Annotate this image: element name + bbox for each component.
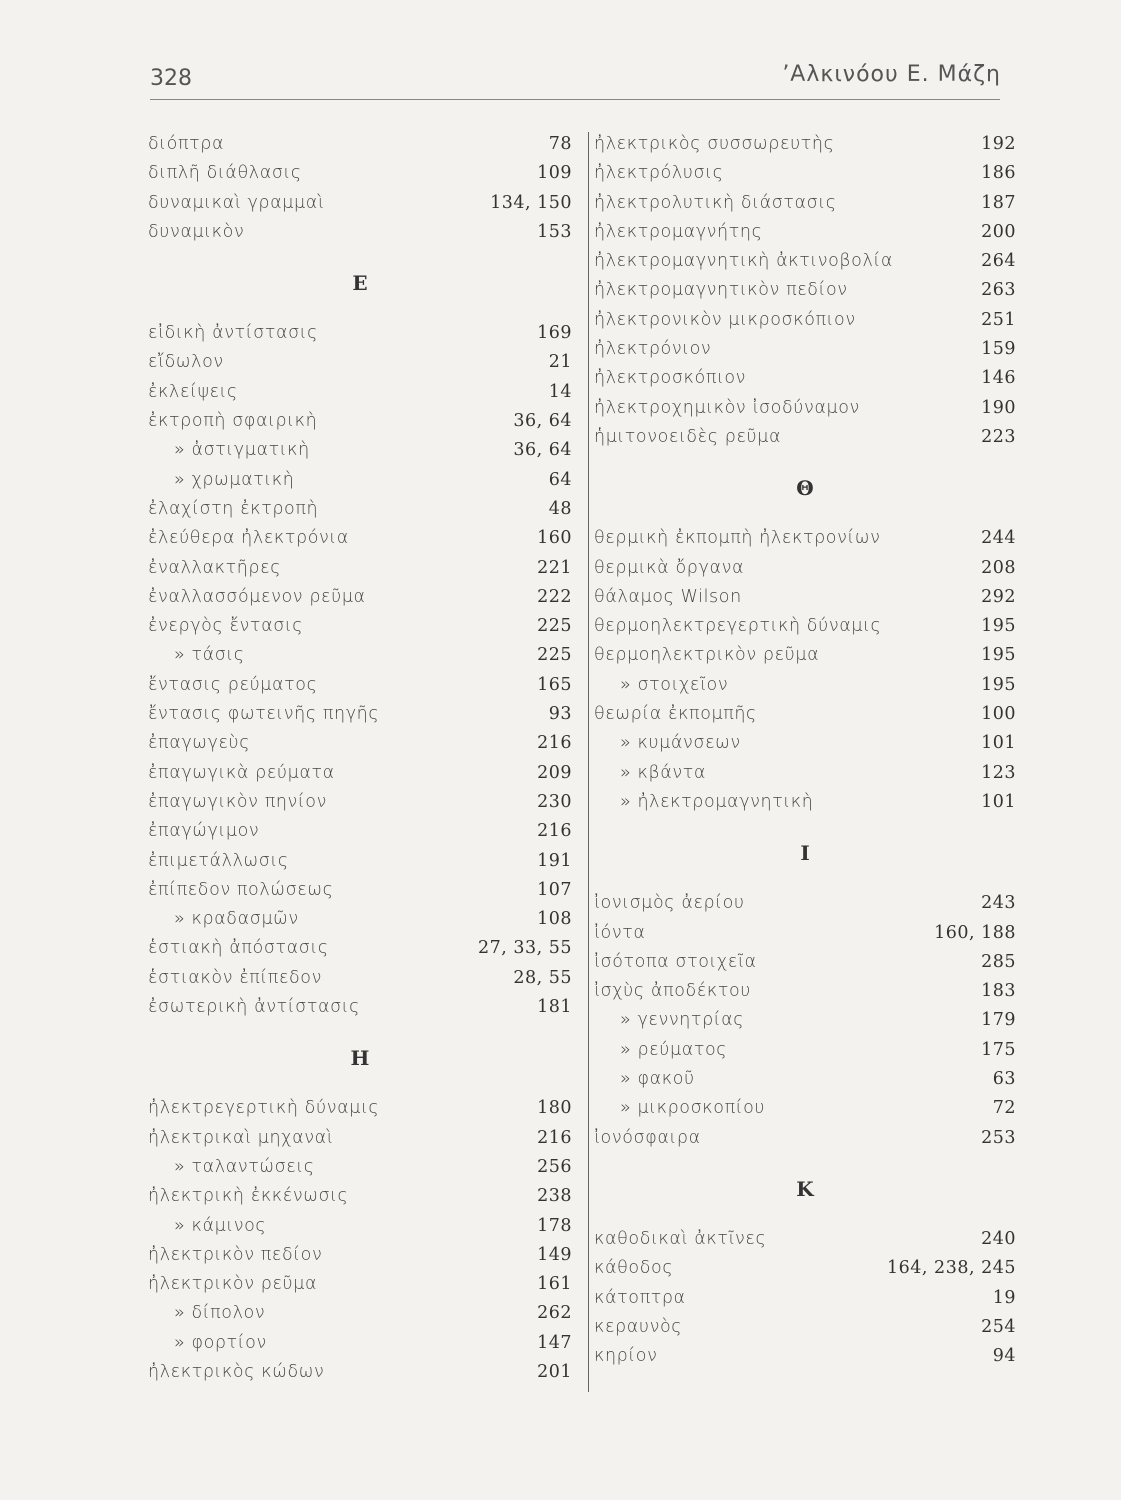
index-entry [148,759,572,788]
index-pages: 180 [537,1098,572,1119]
index-entry [148,1182,572,1211]
index-pages: 64 [548,469,572,490]
index-term: ἰσότοπα στοιχεῖα [594,951,757,972]
header-rule [150,99,1000,100]
index-term: εἰδικὴ ἀντίστασις [148,323,319,344]
index-entry [594,423,1016,452]
index-pages: 153 [537,221,572,242]
index-term: ἡμιτονοειδὲς ρεῦμα [594,426,782,447]
index-column-right [594,130,1016,1371]
index-term: ἐπαγωγικὰ ρεύματα [148,762,335,783]
index-entry [594,218,1016,247]
index-entry [148,612,572,641]
running-head: ’Αλκινόου Ε. Μάζη [782,62,1001,87]
index-pages: 208 [981,557,1016,578]
index-pages: 160 [537,528,572,549]
index-term: » δίπολον [174,1303,266,1324]
index-term: ἐναλλακτῆρες [148,557,282,578]
index-pages: 223 [981,426,1016,447]
column-divider [588,132,589,1392]
index-entry [148,524,572,553]
index-pages: 48 [548,498,572,519]
index-pages: 192 [981,134,1016,154]
index-pages: 107 [537,879,572,900]
index-pages: 251 [981,309,1016,330]
index-term: » ἀστιγματικὴ [174,440,310,461]
index-entry [594,364,1016,393]
index-pages: 254 [981,1316,1016,1337]
index-entry [594,554,1016,583]
index-pages: 160, 188 [934,922,1016,943]
index-pages: 190 [981,397,1016,418]
index-term: ἐκτροπὴ σφαιρικὴ [148,411,318,432]
index-pages: 195 [981,645,1016,666]
index-pages: 200 [981,221,1016,242]
index-term: ἐλαχίστη ἐκτροπὴ [148,498,319,519]
index-pages: 147 [537,1332,572,1353]
index-term: ἠλεκτρικὸς συσσωρευτὴς [594,134,835,154]
index-term: ἐναλλασσόμενον ρεῦμα [148,586,366,607]
index-pages: 108 [537,909,572,930]
index-entry [594,1313,1016,1342]
index-entry [594,1225,1016,1254]
index-pages: 165 [537,674,572,695]
index-term: ἐπαγώγιμον [148,821,260,842]
index-pages: 216 [537,1127,572,1148]
index-pages: 187 [981,192,1016,213]
index-entry [594,394,1016,423]
index-entry [148,130,572,159]
index-term: ἐπαγωγικὸν πηνίον [148,791,327,812]
index-entry [594,247,1016,276]
index-pages: 14 [548,381,572,402]
index-entry [594,759,1016,788]
index-pages: 101 [981,733,1016,754]
index-entry [594,1094,1016,1123]
index-pages: 72 [992,1098,1016,1119]
index-entry [148,319,572,348]
index-pages: 100 [981,704,1016,725]
index-entry [148,466,572,495]
index-term: θερμικὰ ὄργανα [594,557,745,578]
index-term: κηρίον [594,1346,658,1367]
index-pages: 164, 238, 245 [887,1258,1016,1279]
index-term: » κβάντα [620,762,707,783]
index-term: ἠλεκτροσκόπιον [594,368,747,389]
index-term: ἰόντα [594,922,646,943]
index-entry [148,407,572,436]
index-pages: 263 [981,280,1016,301]
index-term: » κραδασμῶν [174,909,299,930]
index-term: διπλῆ διάθλασις [148,163,302,184]
index-term: ἰονόσφαιρα [594,1127,701,1148]
index-term: » φακοῦ [620,1069,695,1090]
index-term: » στοιχεῖον [620,674,729,695]
index-entry [594,1254,1016,1283]
index-term: ἠλεκτρικὸν πεδίον [148,1244,323,1265]
index-term: ἰονισμὸς ἀερίου [594,893,745,914]
index-term: ἠλεκτροχημικὸν ἰσοδύναμον [594,397,860,418]
index-term: » φορτίον [174,1332,267,1353]
index-term: κεραυνὸς [594,1316,683,1337]
index-pages: 19 [992,1287,1016,1308]
index-pages: 109 [537,163,572,184]
index-pages: 221 [537,557,572,578]
index-term: ἠλεκτρικὸς κώδων [148,1361,325,1382]
index-entry [594,612,1016,641]
index-pages: 179 [981,1010,1016,1031]
index-pages: 262 [537,1303,572,1324]
index-term: ἐκλείψεις [148,381,238,402]
index-term: ἠλεκτρομαγνητικὸν πεδίον [594,280,848,301]
index-pages: 93 [548,704,572,725]
index-entry [148,218,572,247]
index-term: » μικροσκοπίου [620,1098,766,1119]
index-pages: 216 [537,821,572,842]
index-term: θερμοηλεκτρικὸν ρεῦμα [594,645,820,666]
index-entry [148,876,572,905]
index-pages: 195 [981,616,1016,637]
index-entry [594,1036,1016,1065]
index-entry [148,378,572,407]
index-entry [148,159,572,188]
index-term: ἐλεύθερα ἠλεκτρόνια [148,528,349,549]
index-term: ἐπίπεδον πολώσεως [148,879,334,900]
index-entry [148,700,572,729]
index-term: » κυμάνσεων [620,733,741,754]
index-pages: 230 [537,791,572,812]
index-term: ἠλεκτρομαγνήτης [594,221,763,242]
index-entry [148,1270,572,1299]
index-term: θερμικὴ ἐκπομπὴ ἠλεκτρονίων [594,528,881,549]
index-pages: 256 [537,1156,572,1177]
index-entry [148,189,572,218]
index-term: θερμοηλεκτρεγερτικὴ δύναμις [594,616,882,637]
index-entry [148,671,572,700]
index-pages: 149 [537,1244,572,1265]
index-entry [594,919,1016,948]
index-pages: 78 [548,134,572,154]
index-pages: 36, 64 [513,411,572,432]
index-pages: 292 [981,586,1016,607]
index-pages: 183 [981,981,1016,1002]
index-pages: 195 [981,674,1016,695]
index-entry [148,1153,572,1182]
index-entry [594,524,1016,553]
index-term: ἠλεκτρονικὸν μικροσκόπιον [594,309,856,330]
index-pages: 63 [992,1069,1016,1090]
index-entry [148,348,572,377]
index-entry [594,1284,1016,1313]
index-term: » χρωματικὴ [174,469,295,490]
index-entry [594,1006,1016,1035]
index-entry [148,964,572,993]
index-term: ἠλεκτρικὸν ρεῦμα [148,1274,318,1295]
index-term: ἐπαγωγεὺς [148,733,251,754]
index-pages: 146 [981,368,1016,389]
index-entry [148,847,572,876]
index-pages: 161 [537,1274,572,1295]
index-entry [594,641,1016,670]
page-number: 328 [150,66,192,91]
index-term: » γεννητρίας [620,1010,745,1031]
index-entry [594,306,1016,335]
section-letter: Κ [796,1176,814,1201]
index-pages: 201 [537,1361,572,1382]
index-entry [148,583,572,612]
index-entry [148,1124,572,1153]
index-pages: 123 [981,762,1016,783]
index-entry [148,934,572,963]
index-entry [148,641,572,670]
index-entry [594,583,1016,612]
index-entry [148,993,572,1022]
index-term: εἴδωλον [148,352,224,373]
index-term: ἠλεκτρόλυσις [594,163,724,184]
index-pages: 28, 55 [513,967,572,988]
index-term: ἠλεκτρομαγνητικὴ ἀκτινοβολία [594,251,893,272]
index-term: διόπτρα [148,134,225,154]
index-pages: 27, 33, 55 [477,938,572,959]
index-entry [594,977,1016,1006]
index-entry [148,436,572,465]
index-entry [594,788,1016,817]
index-term: κάθοδος [594,1258,674,1279]
index-pages: 134, 150 [490,192,572,213]
index-term: » ταλαντώσεις [174,1156,315,1177]
index-entry [594,1124,1016,1153]
index-pages: 285 [981,951,1016,972]
section-letter: Ι [800,841,810,866]
index-term: ἑστιακὸν ἐπίπεδον [148,967,322,988]
index-pages: 222 [537,586,572,607]
index-entry [594,159,1016,188]
index-term: θάλαμος Wilson [594,586,742,607]
index-pages: 243 [981,893,1016,914]
index-entry [594,889,1016,918]
index-pages: 21 [548,352,572,373]
index-entry [148,905,572,934]
index-term: δυναμικὸν [148,221,245,242]
index-entry [594,189,1016,218]
index-term: ἠλεκτρεγερτικὴ δύναμις [148,1098,380,1119]
index-column-left [148,130,572,1387]
index-entry [594,729,1016,758]
index-entry [594,276,1016,305]
index-pages: 209 [537,762,572,783]
index-entry [148,1212,572,1241]
index-term: ἠλεκτρολυτικὴ διάστασις [594,192,837,213]
index-term: ἰσχὺς ἀποδέκτου [594,981,752,1002]
index-pages: 225 [537,616,572,637]
index-pages: 216 [537,733,572,754]
index-term: θεωρία ἐκπομπῆς [594,704,757,725]
index-term: ἐσωτερικὴ ἀντίστασις [148,997,361,1018]
index-entry [594,130,1016,159]
index-entry [594,335,1016,364]
index-term: » κάμινος [174,1215,267,1236]
index-pages: 36, 64 [513,440,572,461]
index-entry [148,788,572,817]
index-pages: 225 [537,645,572,666]
index-term: ἐπιμετάλλωσις [148,850,289,871]
index-pages: 191 [537,850,572,871]
section-letter: Θ [796,476,814,501]
index-term: ἔντασις ρεύματος [148,674,318,695]
index-entry [594,1342,1016,1371]
index-term: ἑστιακὴ ἀπόστασις [148,938,329,959]
index-entry [148,1358,572,1387]
index-entry [594,1065,1016,1094]
index-pages: 264 [981,251,1016,272]
index-entry [148,1241,572,1270]
index-pages: 169 [537,323,572,344]
index-pages: 94 [992,1346,1016,1367]
index-pages: 178 [537,1215,572,1236]
index-term: ἐνεργὸς ἔντασις [148,616,304,637]
index-pages: 240 [981,1228,1016,1249]
index-entry [594,948,1016,977]
index-term: ἔντασις φωτεινῆς πηγῆς [148,704,380,725]
index-entry [148,1299,572,1328]
index-entry [594,700,1016,729]
index-entry [148,1094,572,1123]
index-pages: 238 [537,1186,572,1207]
index-entry [148,817,572,846]
index-pages: 159 [981,339,1016,360]
index-pages: 253 [981,1127,1016,1148]
index-entry [594,671,1016,700]
index-entry [148,554,572,583]
index-pages: 244 [981,528,1016,549]
section-letter: Ε [352,271,368,296]
index-term: » ἠλεκτρομαγνητικὴ [620,791,814,812]
index-entry [148,495,572,524]
index-term: δυναμικαὶ γραμμαὶ [148,192,325,213]
index-pages: 175 [981,1039,1016,1060]
index-entry [148,729,572,758]
index-term: » τάσις [174,645,245,666]
index-pages: 181 [537,997,572,1018]
index-term: κάτοπτρα [594,1287,686,1308]
index-pages: 186 [981,163,1016,184]
index-pages: 101 [981,791,1016,812]
index-term: ἠλεκτρικὴ ἐκκένωσις [148,1186,349,1207]
index-term: ἠλεκτρικαὶ μηχαναὶ [148,1127,334,1148]
index-term: » ρεύματος [620,1039,728,1060]
index-entry [148,1329,572,1358]
index-term: καθοδικαὶ ἀκτῖνες [594,1228,767,1249]
section-letter: Η [350,1046,370,1071]
index-term: ἠλεκτρόνιον [594,339,712,360]
